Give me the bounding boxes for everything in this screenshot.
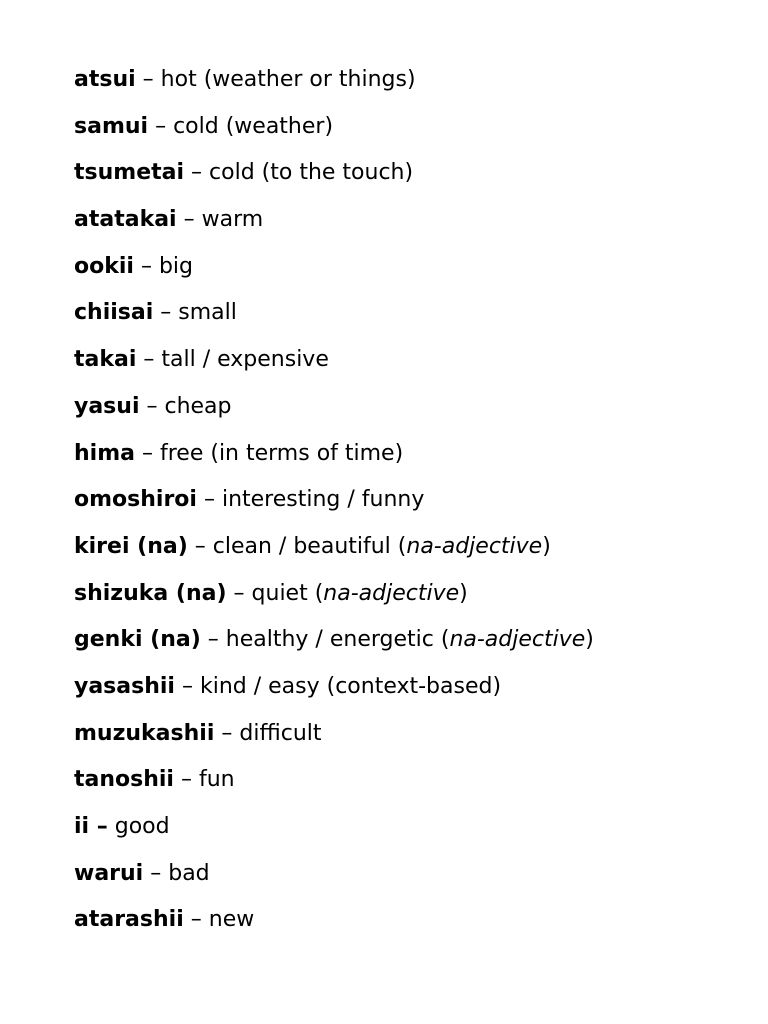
vocab-meaning: big xyxy=(158,253,193,279)
vocab-term: yasui xyxy=(74,393,140,419)
vocab-separator: – xyxy=(135,67,161,92)
vocab-entry xyxy=(74,813,594,841)
vocab-entry xyxy=(74,66,594,94)
vocab-term: shizuka (na) xyxy=(74,580,227,606)
vocab-separator: – xyxy=(187,533,213,559)
vocab-note-close: ) xyxy=(585,627,594,653)
vocab-entry xyxy=(74,766,594,794)
vocab-term: genki (na) xyxy=(74,627,201,653)
vocab-term: ookii xyxy=(74,253,134,279)
vocab-note: na-adjective xyxy=(323,580,460,606)
vocab-term: atsui xyxy=(74,67,136,92)
vocab-list xyxy=(74,66,594,953)
vocab-separator: – xyxy=(196,487,222,513)
vocab-separator: – xyxy=(136,347,162,373)
vocab-separator: – xyxy=(176,207,202,233)
vocab-note: na-adjective xyxy=(406,533,543,559)
vocab-separator: – xyxy=(214,720,240,746)
vocab-entry xyxy=(74,486,594,514)
vocab-entry xyxy=(74,720,594,748)
vocab-entry xyxy=(74,440,594,468)
vocab-entry xyxy=(74,393,594,421)
vocab-entry xyxy=(74,159,594,187)
vocab-meaning: bad xyxy=(168,860,210,886)
vocab-meaning: interesting / funny xyxy=(221,487,425,513)
vocab-entry xyxy=(74,346,594,374)
vocab-meaning: quiet ( xyxy=(251,580,324,606)
vocab-meaning: new xyxy=(208,907,255,933)
vocab-separator: – xyxy=(133,253,159,279)
vocab-entry xyxy=(74,626,594,654)
vocab-entry xyxy=(74,113,594,141)
vocab-term: atarashii xyxy=(74,907,184,933)
vocab-term: muzukashii xyxy=(74,720,215,746)
vocab-separator: – xyxy=(134,440,160,466)
vocab-meaning: cold (to the touch) xyxy=(209,160,414,186)
vocab-note-close: ) xyxy=(459,580,468,606)
vocab-entry xyxy=(74,906,594,934)
vocab-entry xyxy=(74,673,594,701)
vocab-term: tsumetai xyxy=(74,160,185,186)
vocab-term: samui xyxy=(74,113,149,139)
vocab-term: chiisai xyxy=(74,300,154,326)
vocab-entry xyxy=(74,580,594,608)
vocab-separator: – xyxy=(174,673,200,699)
vocab-entry xyxy=(74,860,594,888)
vocab-term: kirei (na) xyxy=(74,533,188,559)
vocab-separator: – xyxy=(200,627,226,653)
vocab-entry xyxy=(74,253,594,281)
vocab-term: tanoshii xyxy=(74,767,174,793)
vocab-separator: – xyxy=(139,393,165,419)
vocab-meaning: fun xyxy=(198,767,235,793)
vocab-separator: – xyxy=(153,300,179,326)
vocab-meaning: kind / easy (context-based) xyxy=(199,673,502,699)
vocab-separator: – xyxy=(143,860,169,886)
vocab-term: takai xyxy=(74,347,137,373)
vocab-meaning: cheap xyxy=(164,393,232,419)
vocab-entry xyxy=(74,299,594,327)
vocab-term: hima xyxy=(74,440,135,466)
vocab-meaning: free (in terms of time) xyxy=(159,440,404,466)
vocab-term: omoshiroi xyxy=(74,487,197,513)
vocab-separator: – xyxy=(173,767,199,793)
vocab-term: atatakai xyxy=(74,207,177,233)
vocab-meaning: warm xyxy=(201,207,264,233)
vocab-note-close: ) xyxy=(542,533,551,559)
vocab-term: yasashii xyxy=(74,673,175,699)
vocab-meaning: healthy / energetic ( xyxy=(225,627,450,653)
vocab-separator xyxy=(108,814,115,839)
vocab-entry xyxy=(74,206,594,234)
vocab-meaning: small xyxy=(178,300,237,326)
vocab-entry xyxy=(74,533,594,561)
vocab-meaning: cold (weather) xyxy=(173,113,334,139)
vocab-meaning: difficult xyxy=(239,720,322,746)
vocab-note: na-adjective xyxy=(449,627,586,653)
vocab-meaning: good xyxy=(114,814,170,839)
vocab-meaning: tall / expensive xyxy=(161,347,329,373)
vocab-separator: – xyxy=(148,113,174,139)
vocab-term: warui xyxy=(74,860,144,886)
vocab-meaning: hot (weather or things) xyxy=(160,67,416,92)
vocab-separator: – xyxy=(183,907,209,933)
vocab-separator: – xyxy=(184,160,210,186)
vocab-separator: – xyxy=(226,580,252,606)
vocab-term: ii – xyxy=(74,814,108,839)
vocab-meaning: clean / beautiful ( xyxy=(212,533,407,559)
